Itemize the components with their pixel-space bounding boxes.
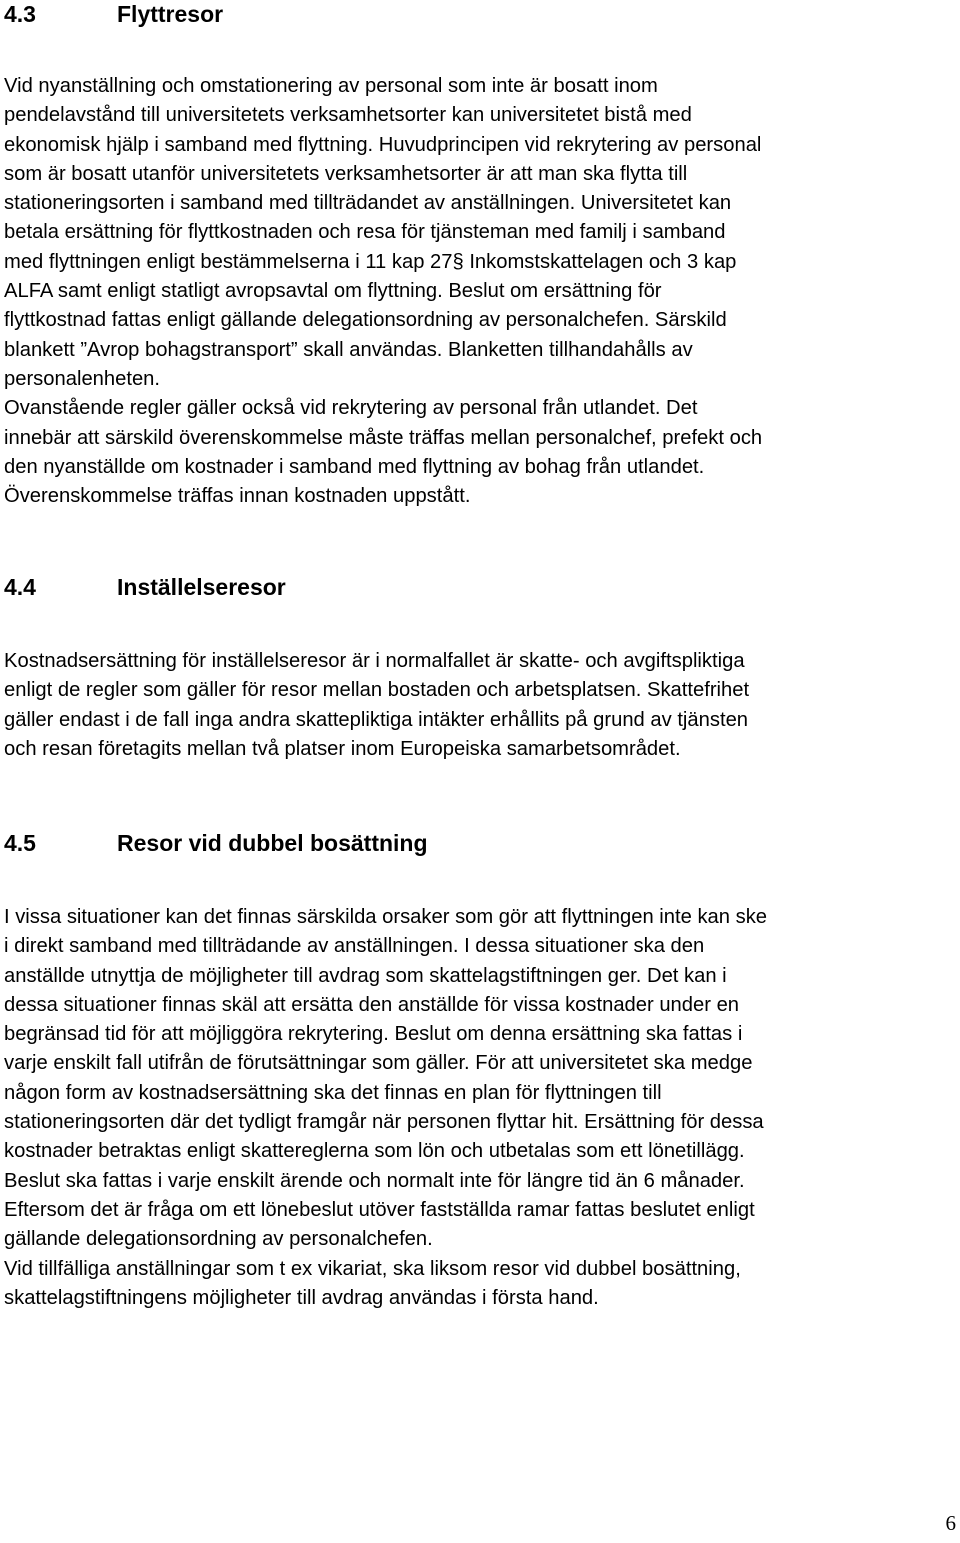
text-line: kostnader betraktas enligt skattereglerna som lön och utbetalas som ett lönetillägg. xyxy=(4,1140,745,1163)
section-title: Flyttresor xyxy=(117,1,224,27)
text-line: den nyanställde om kostnader i samband med flyttning av bohag från utlandet. xyxy=(4,455,705,478)
text-line: anställde utnyttja de möjligheter till avdrag som skattelagstiftningen ger. Det kan i xyxy=(4,964,727,987)
text-line: i direkt samband med tillträdande av anställningen. I dessa situationer ska den xyxy=(4,935,705,958)
text-line: Vid nyanställning och omstationering av personal som inte är bosatt inom xyxy=(4,75,658,97)
section-number: 4.5 xyxy=(4,830,36,856)
text-line: ekonomisk hjälp i samband med flyttning. Huvudprincipen vid rekrytering av personal xyxy=(4,133,762,156)
text-line: Eftersom det är fråga om ett lönebeslut utöver fastställda ramar fattas beslutet enligt xyxy=(4,1198,755,1221)
text-line: blankett ”Avrop bohagstransport” skall användas. Blanketten tillhandahålls av xyxy=(4,338,693,361)
section-heading-4-5 xyxy=(4,829,428,857)
text-line: med flyttningen enligt bestämmelserna i 11 kap 27§ Inkomstskattelagen och 3 kap xyxy=(4,250,737,273)
text-line: stationeringsorten i samband med tillträdandet av anställningen. Universitetet kan xyxy=(4,192,732,215)
section-heading-4-4 xyxy=(4,573,286,601)
section-title: Resor vid dubbel bosättning xyxy=(117,830,428,856)
text-line: Kostnadsersättning för inställelseresor är i normalfallet är skatte- och avgiftspliktiga xyxy=(4,650,745,672)
text-line: Vid tillfälliga anställningar som t ex vikariat, ska liksom resor vid dubbel bosättning, xyxy=(4,1257,741,1280)
section-heading-4-3 xyxy=(4,0,223,28)
section-title: Inställelseresor xyxy=(117,574,286,600)
section-body-4-4 xyxy=(4,647,960,764)
section-number: 4.3 xyxy=(4,1,36,27)
text-line: betala ersättning för flyttkostnaden och resa för tjänsteman med familj i samband xyxy=(4,221,726,244)
text-line: flyttkostnad fattas enligt gällande delegationsordning av personalchefen. Särskild xyxy=(4,309,727,332)
text-line: och resan företagits mellan två platser inom Europeiska samarbetsområdet. xyxy=(4,737,681,760)
text-line: personalenheten. xyxy=(4,367,161,390)
section-body-4-3 xyxy=(4,72,960,511)
text-line: någon form av kostnadsersättning ska det finnas en plan för flyttningen till xyxy=(4,1081,662,1104)
page-number: 6 xyxy=(945,1511,956,1535)
text-line: stationeringsorten där det tydligt framgår när personen flyttar hit. Ersättning för dessa xyxy=(4,1111,764,1134)
text-line: gäller endast i de fall inga andra skattepliktiga intäkter erhållits på grund av tjänsten xyxy=(4,708,749,731)
text-line: ALFA samt enligt statligt avropsavtal om flyttning. Beslut om ersättning för xyxy=(4,280,662,303)
text-line: pendelavstånd till universitetets verksamhetsorter kan universitetet bistå med xyxy=(4,104,692,127)
text-line: innebär att särskild överenskommelse måste träffas mellan personalchef, prefekt och xyxy=(4,426,763,449)
text-line: I vissa situationer kan det finnas särskilda orsaker som gör att flyttningen inte kan ske xyxy=(4,906,768,928)
text-line: dessa situationer finnas skäl att ersätta den anställde för vissa kostnader under en xyxy=(4,993,740,1016)
text-line: enligt de regler som gäller för resor mellan bostaden och arbetsplatsen. Skattefrihet xyxy=(4,679,750,702)
section-body-4-5 xyxy=(4,903,960,1313)
text-line: Beslut ska fattas i varje enskilt ärende och normalt inte för längre tid än 6 månader. xyxy=(4,1169,745,1192)
text-line: varje enskilt fall utifrån de förutsättningar som gäller. För att universitetet ska medge xyxy=(4,1052,753,1075)
text-line: gällande delegationsordning av personalchefen. xyxy=(4,1228,433,1251)
text-line: Överenskommelse träffas innan kostnaden uppstått. xyxy=(4,485,471,508)
text-line: som är bosatt utanför universitetets verksamhetsorter är att man ska flytta till xyxy=(4,162,688,185)
text-line: skattelagstiftningens möjligheter till avdrag användas i första hand. xyxy=(4,1286,599,1309)
section-number: 4.4 xyxy=(4,574,36,600)
text-line: Ovanstående regler gäller också vid rekrytering av personal från utlandet. Det xyxy=(4,397,698,420)
text-line: begränsad tid för att möjliggöra rekrytering. Beslut om denna ersättning ska fattas i xyxy=(4,1023,743,1046)
